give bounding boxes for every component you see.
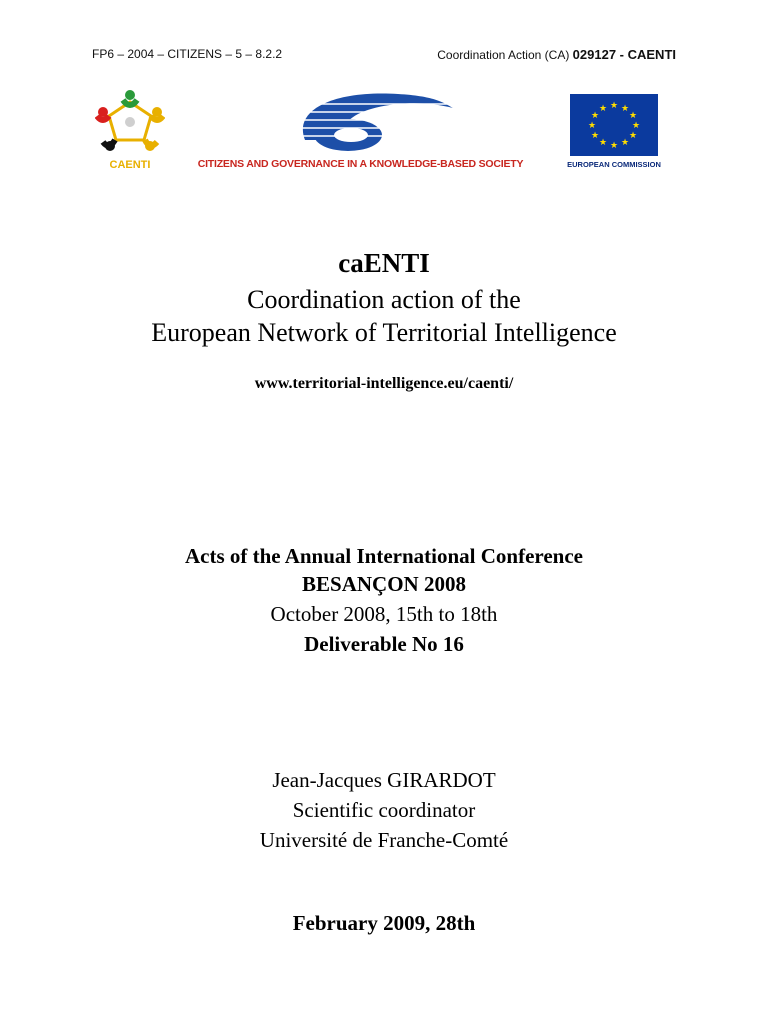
author-role: Scientific coordinator	[292, 798, 476, 822]
svg-text:★: ★	[590, 111, 600, 121]
conference-city: BESANÇON 2008	[302, 572, 466, 596]
website-url: www.territorial-intelligence.eu/caenti/	[254, 375, 514, 392]
european-commission-logo	[565, 94, 663, 174]
header-action-ref	[437, 47, 676, 62]
fp6-logo	[193, 90, 528, 174]
svg-text:★: ★	[628, 131, 638, 141]
caenti-people-icon	[95, 88, 165, 160]
svg-text:★: ★	[609, 141, 619, 151]
svg-text:★: ★	[598, 104, 608, 114]
document-title: caENTI	[338, 248, 430, 278]
svg-text:★: ★	[631, 121, 641, 131]
svg-text:★: ★	[620, 138, 630, 148]
caenti-logo-label: CAENTI	[109, 159, 151, 171]
ec-logo-label: EUROPEAN COMMISSION	[567, 160, 661, 169]
caenti-logo	[95, 88, 165, 174]
header-project-ref: FP6 – 2004 – CITIZENS – 5 – 8.2.2	[92, 47, 283, 61]
svg-text:★: ★	[587, 121, 597, 131]
conference-dates: October 2008, 15th to 18th	[270, 602, 498, 626]
header-action-prefix: Coordination Action (CA)	[437, 48, 570, 62]
author-university: Université de Franche-Comté	[259, 828, 509, 852]
publication-date: February 2009, 28th	[292, 911, 476, 935]
document-subtitle-line1: Coordination action of the	[247, 285, 521, 314]
eu-flag-icon	[570, 94, 658, 156]
svg-text:★: ★	[598, 138, 608, 148]
svg-text:★: ★	[609, 101, 619, 111]
fp6-swoosh-icon	[193, 90, 528, 156]
logo-bar	[95, 88, 675, 178]
header-action-code: 029127 - CAENTI	[572, 47, 676, 62]
document-subtitle-line2: European Network of Territorial Intelligence	[151, 318, 617, 347]
author-name: Jean-Jacques GIRARDOT	[272, 768, 496, 792]
deliverable-number: Deliverable No 16	[304, 632, 464, 656]
svg-text:★: ★	[628, 111, 638, 121]
fp6-logo-label: CITIZENS AND GOVERNANCE IN A KNOWLEDGE-BASED SOCIETY	[197, 158, 524, 170]
svg-text:★: ★	[620, 104, 630, 114]
conference-acts: Acts of the Annual International Conference	[184, 544, 583, 568]
svg-text:★: ★	[590, 131, 600, 141]
